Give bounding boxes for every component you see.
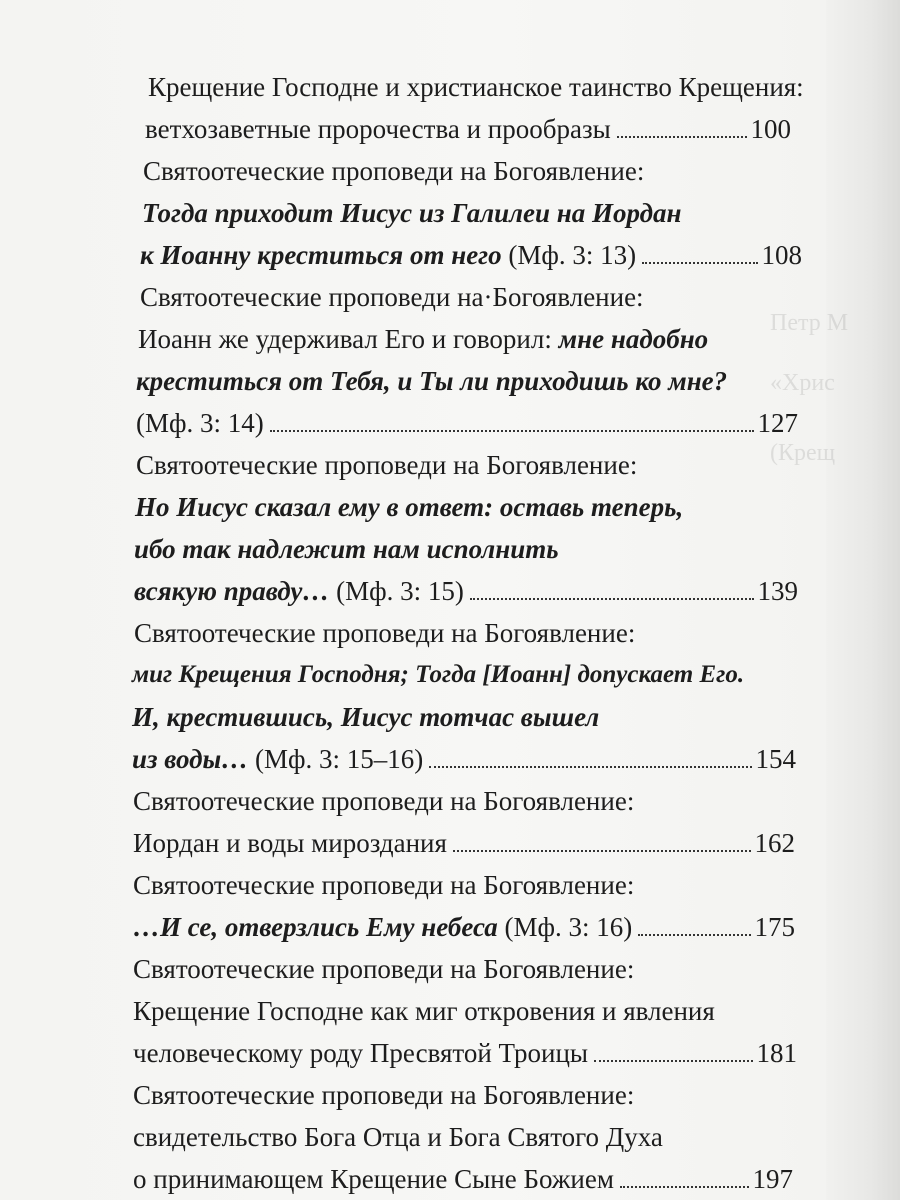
toc-entry-title-bold: И, крестившись, Иисус тотчас вышел [132, 702, 600, 732]
dot-leader [594, 1054, 752, 1062]
toc-entry-title-bold: креститься от Тебя, и Ты ли приходишь ко мне? [136, 366, 728, 396]
toc-line [143, 146, 644, 186]
bible-reference: (Мф. 3: 15) [336, 576, 464, 606]
toc-entry-title: Крещение Господне как миг откровения и явления [133, 996, 715, 1026]
page-number: 197 [752, 1164, 793, 1194]
toc-entry-title: Святоотеческие проповеди на Богоявление: [133, 954, 635, 984]
toc-line [132, 734, 796, 774]
toc-line [133, 1112, 663, 1152]
toc-line [136, 440, 637, 480]
dot-leader [638, 928, 750, 936]
toc-line [132, 650, 744, 690]
bible-reference: (Мф. 3: 16) [504, 912, 633, 942]
toc-line [133, 1028, 797, 1068]
toc-line [133, 1070, 634, 1110]
toc-line [134, 566, 798, 606]
toc-entry-title: Святоотеческие проповеди на Богоявление: [133, 786, 635, 816]
toc-line [133, 1154, 793, 1194]
toc-line [136, 356, 727, 396]
toc-line [145, 104, 791, 144]
toc-line [133, 986, 715, 1026]
page-number: 162 [754, 828, 795, 858]
toc-entry-title: Крещение Господне и христианское таинство Крещения: [148, 72, 804, 102]
toc-entry-title: Святоотеческие проповеди на·Богоявление: [140, 282, 644, 312]
dot-leader [642, 256, 757, 264]
dot-leader [429, 760, 751, 768]
toc-entry-title-bold: всякую правду… [134, 576, 330, 606]
toc-entry-title-bold: из воды… [132, 744, 249, 774]
dot-leader [617, 130, 747, 138]
toc-entry-title-bold: мне надобно [558, 324, 709, 354]
toc-entry-title-bold: …И се, отверзлись Ему небеса [133, 912, 498, 942]
toc-line [134, 608, 635, 648]
toc-entry-title: о принимающем Крещение Сыне Божием [133, 1164, 614, 1194]
toc-entry-title: ветхозаветные пророчества и прообразы [145, 114, 611, 144]
toc-entry-title-bold: Но Иисус сказал ему в ответ: оставь теперь, [135, 492, 684, 522]
toc-line [133, 776, 634, 816]
toc-line [140, 230, 802, 270]
dot-leader [270, 424, 754, 432]
toc-line [133, 944, 634, 984]
toc-entry-title: Святоотеческие проповеди на Богоявление: [133, 870, 635, 900]
page-number: 139 [757, 576, 798, 606]
toc-entry-title-bold: ибо так надлежит нам исполнить [134, 534, 559, 564]
page-number: 127 [757, 408, 798, 438]
toc-line [133, 902, 795, 942]
toc-entry-title: Иордан и воды мироздания [133, 828, 447, 858]
toc-entry-title: Святоотеческие проповеди на Богоявление: [134, 618, 636, 648]
toc-line [148, 62, 804, 102]
dot-leader [620, 1180, 749, 1188]
page-number: 108 [761, 240, 802, 270]
bible-reference: (Мф. 3: 15–16) [255, 744, 424, 774]
toc-entry-title-bold: к Иоанну креститься от него [140, 240, 502, 270]
toc-entry-title: человеческому роду Пресвятой Троицы [133, 1038, 589, 1068]
bible-reference: (Мф. 3: 13) [508, 240, 637, 270]
page-number: 175 [754, 912, 795, 942]
toc-entry-title: свидетельство Бога Отца и Бога Святого Духа [133, 1122, 663, 1152]
toc-entry-title-bold: миг Крещения Господня; Тогда [Иоанн] допускает Его. [132, 661, 745, 688]
page-number: 181 [756, 1038, 797, 1068]
toc-line [133, 818, 795, 858]
dot-leader [470, 592, 754, 600]
show-through-text: (Крещ [770, 440, 836, 466]
page-number: 154 [755, 744, 796, 774]
toc-line [133, 860, 634, 900]
toc-line [134, 524, 559, 564]
toc-line [136, 398, 798, 438]
toc-line [132, 692, 599, 732]
toc-entry-title: Святоотеческие проповеди на Богоявление: [133, 1080, 635, 1110]
toc-entry-title: Иоанн же удерживал Его и говорил: [138, 324, 552, 354]
toc-line [140, 272, 644, 312]
show-through-text: «Хрис [770, 370, 835, 396]
toc-entry-title-bold: Тогда приходит Иисус из Галилеи на Иордан [142, 198, 682, 228]
toc-entry-title: Святоотеческие проповеди на Богоявление: [136, 450, 638, 480]
dot-leader [453, 844, 751, 852]
toc-line [135, 482, 683, 522]
bible-reference: (Мф. 3: 14) [136, 408, 264, 438]
show-through-text: Петр М [770, 310, 849, 336]
toc-line [142, 188, 682, 228]
toc-entry-title: Святоотеческие проповеди на Богоявление: [143, 156, 645, 186]
page-number: 100 [750, 114, 791, 144]
toc-line [138, 314, 708, 354]
